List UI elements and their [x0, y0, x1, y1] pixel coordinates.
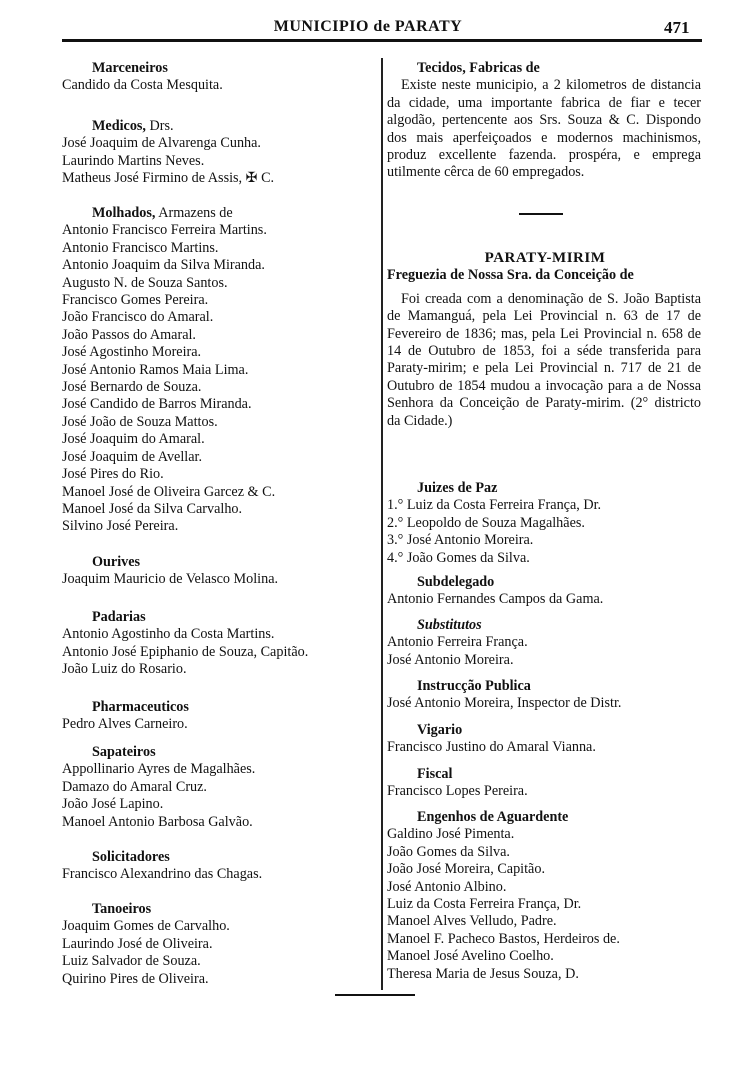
section-solicitadores	[62, 849, 377, 884]
list-item: João Luiz do Rosario.	[62, 661, 187, 678]
section-subdelegado	[387, 574, 703, 609]
list-item: José Antonio Moreira.	[387, 651, 514, 668]
section-heading: Fiscal	[417, 766, 453, 782]
list-item: Pedro Alves Carneiro.	[62, 716, 188, 733]
tecidos-section	[387, 60, 703, 182]
section-heading	[62, 554, 377, 571]
list-item: Antonio Agostinho da Costa Martins.	[62, 626, 275, 643]
list-item: 4.° João Gomes da Silva.	[387, 549, 530, 566]
list-item: Damazo do Amaral Cruz.	[62, 778, 207, 795]
list-item: João Gomes da Silva.	[387, 843, 510, 860]
heading-text: Molhados,	[92, 205, 156, 221]
list-item: João José Lapino.	[62, 796, 164, 813]
end-rule	[335, 994, 415, 996]
list-item: José Antonio Ramos Maia Lima.	[62, 361, 249, 378]
list-item: João Francisco do Amaral.	[62, 309, 214, 326]
list-item: João José Moreira, Capitão.	[387, 861, 545, 878]
list-item: Appollinario Ayres de Magalhães.	[62, 761, 256, 778]
list-item: João Passos do Amaral.	[62, 326, 196, 343]
heading-text: Sapateiros	[92, 744, 156, 760]
section-heading	[62, 699, 377, 716]
list-item: Manoel José de Oliveira Garcez & C.	[62, 483, 276, 500]
district-paragraph: Foi creada com a denominação de S. João Baptista de Mamanguá, pela Lei Provincial n. 63 de 17 de Fevereiro de 1836; mas, pela Lei Provincial n. 658 de 14 de Outubro de 1853, foi a séde transferida para Paraty-mirim; e pela Lei Provincial n. 717 de 21 de Outubro de 1854 mudou a invocação para a de Nossa Senhora da Conceição de Paraty-mirim. (2° districto da Cidade.)	[387, 290, 701, 429]
list-item: José Bernardo de Souza.	[62, 379, 202, 396]
list-item: Silvino José Pereira.	[62, 518, 179, 535]
heading-text: Pharmaceuticos	[92, 699, 189, 715]
list-item: Francisco Gomes Pereira.	[62, 292, 209, 309]
section-molhados	[62, 205, 377, 536]
list-item: Laurindo José de Oliveira.	[62, 935, 213, 952]
heading-text: Padarias	[92, 609, 146, 625]
list-item: Manoel Antonio Barbosa Galvão.	[62, 813, 253, 830]
heading-text: Marceneiros	[92, 60, 168, 76]
list-item: José João de Souza Mattos.	[62, 413, 218, 430]
list-item: Joaquim Gomes de Carvalho.	[62, 918, 230, 935]
section-vigario	[387, 722, 703, 757]
list-item: Manoel Alves Velludo, Padre.	[387, 913, 557, 930]
heading-text: Tanoeiros	[92, 901, 152, 917]
section-tanoeiros	[62, 901, 377, 988]
list-item: Laurindo Martins Neves.	[62, 152, 205, 169]
list-item: Luiz Salvador de Souza.	[62, 953, 201, 970]
list-item: Theresa Maria de Jesus Souza, D.	[387, 965, 579, 982]
list-item: 1.° Luiz da Costa Ferreira França, Dr.	[387, 497, 602, 514]
section-heading: Vigario	[417, 722, 463, 738]
list-item: 3.° José Antonio Moreira.	[387, 532, 534, 549]
section-marceneiros	[62, 60, 377, 95]
section-juizesdepaz	[387, 480, 703, 567]
section-medicos	[62, 118, 377, 188]
section-divider	[519, 213, 563, 215]
list-item: Antonio Ferreira França.	[387, 634, 528, 651]
section-ourives	[62, 554, 377, 589]
heading-subtext: Drs.	[145, 118, 174, 134]
heading-text: Solicitadores	[92, 849, 170, 865]
section-padarias	[62, 609, 377, 679]
paraty-mirim-section	[387, 250, 703, 430]
section-heading: Instrucção Publica	[417, 678, 531, 694]
list-item: José Joaquim de Avellar.	[62, 448, 203, 465]
district-subtitle: Freguezia de Nossa Sra. da Conceição de	[387, 267, 634, 284]
list-item: Antonio Francisco Ferreira Martins.	[62, 222, 267, 239]
list-item: Augusto N. de Souza Santos.	[62, 274, 228, 291]
list-item: 2.° Leopoldo de Souza Magalhães.	[387, 514, 585, 531]
heading-text: Medicos,	[92, 118, 146, 134]
section-pharmaceuticos	[62, 699, 377, 734]
list-item: Manoel F. Pacheco Bastos, Herdeiros de.	[387, 930, 620, 947]
heading-text: Ourives	[92, 554, 141, 570]
page-number: 471	[664, 18, 690, 37]
heading-subtext: Armazens de	[155, 205, 233, 221]
list-item: Quirino Pires de Oliveira.	[62, 970, 209, 987]
section-heading: Substitutos	[417, 617, 482, 633]
section-heading	[62, 60, 377, 77]
list-item: Manoel José da Silva Carvalho.	[62, 500, 243, 517]
section-heading	[62, 744, 377, 761]
list-item: Candido da Costa Mesquita.	[62, 77, 223, 94]
section-sapateiros	[62, 744, 377, 831]
section-instrucopublica	[387, 678, 703, 713]
header-rule	[62, 39, 702, 42]
section-heading	[62, 901, 377, 918]
section-heading	[62, 118, 377, 135]
section-heading: Juizes de Paz	[417, 480, 498, 496]
list-item: Galdino José Pimenta.	[387, 826, 515, 843]
list-item: José Pires do Rio.	[62, 466, 164, 483]
list-item: Antonio José Epiphanio de Souza, Capitão.	[62, 643, 309, 660]
section-substitutos	[387, 617, 703, 669]
list-item: Francisco Lopes Pereira.	[387, 783, 528, 800]
section-heading	[62, 849, 377, 866]
list-item: José Agostinho Moreira.	[62, 344, 202, 361]
list-item: Joaquim Mauricio de Velasco Molina.	[62, 571, 279, 588]
section-heading	[62, 205, 377, 222]
district-title: PARATY-MIRIM	[484, 250, 606, 266]
list-item: Manoel José Avelino Coelho.	[387, 948, 554, 965]
list-item: José Antonio Albino.	[387, 878, 507, 895]
list-item: José Candido de Barros Miranda.	[62, 396, 252, 413]
running-title: MUNICIPIO de PARATY	[273, 18, 463, 35]
list-item: Matheus José Firmino de Assis, ✠ C.	[62, 170, 275, 187]
section-engenhosdeaguardente	[387, 809, 703, 983]
list-item: José Joaquim de Alvarenga Cunha.	[62, 135, 261, 152]
section-heading	[62, 609, 377, 626]
list-item: José Joaquim do Amaral.	[62, 431, 205, 448]
section-heading: Subdelegado	[417, 574, 495, 590]
column-divider	[381, 58, 383, 990]
section-paragraph: Existe neste municipio, a 2 kilometros de distancia da cidade, uma importante fabrica de fiar e tecer algodão, pertencente aos Srs. Souza & C. Dispondo dos mais aperfeiçoados e modernos machinismos, produz excellente fazenda. prospéra, e emprega utilmente cêrca de 60 empregados.	[387, 77, 701, 181]
section-heading: Engenhos de Aguardente	[417, 809, 569, 825]
list-item: Antonio Joaquim da Silva Miranda.	[62, 257, 265, 274]
list-item: Francisco Alexandrino das Chagas.	[62, 866, 263, 883]
section-fiscal	[387, 766, 703, 801]
list-item: Antonio Francisco Martins.	[62, 239, 219, 256]
list-item: Francisco Justino do Amaral Vianna.	[387, 739, 596, 756]
list-item: Luiz da Costa Ferreira França, Dr.	[387, 896, 582, 913]
list-item: Antonio Fernandes Campos da Gama.	[387, 591, 604, 608]
list-item: José Antonio Moreira, Inspector de Distr.	[387, 695, 622, 712]
section-heading: Tecidos, Fabricas de	[417, 60, 540, 76]
